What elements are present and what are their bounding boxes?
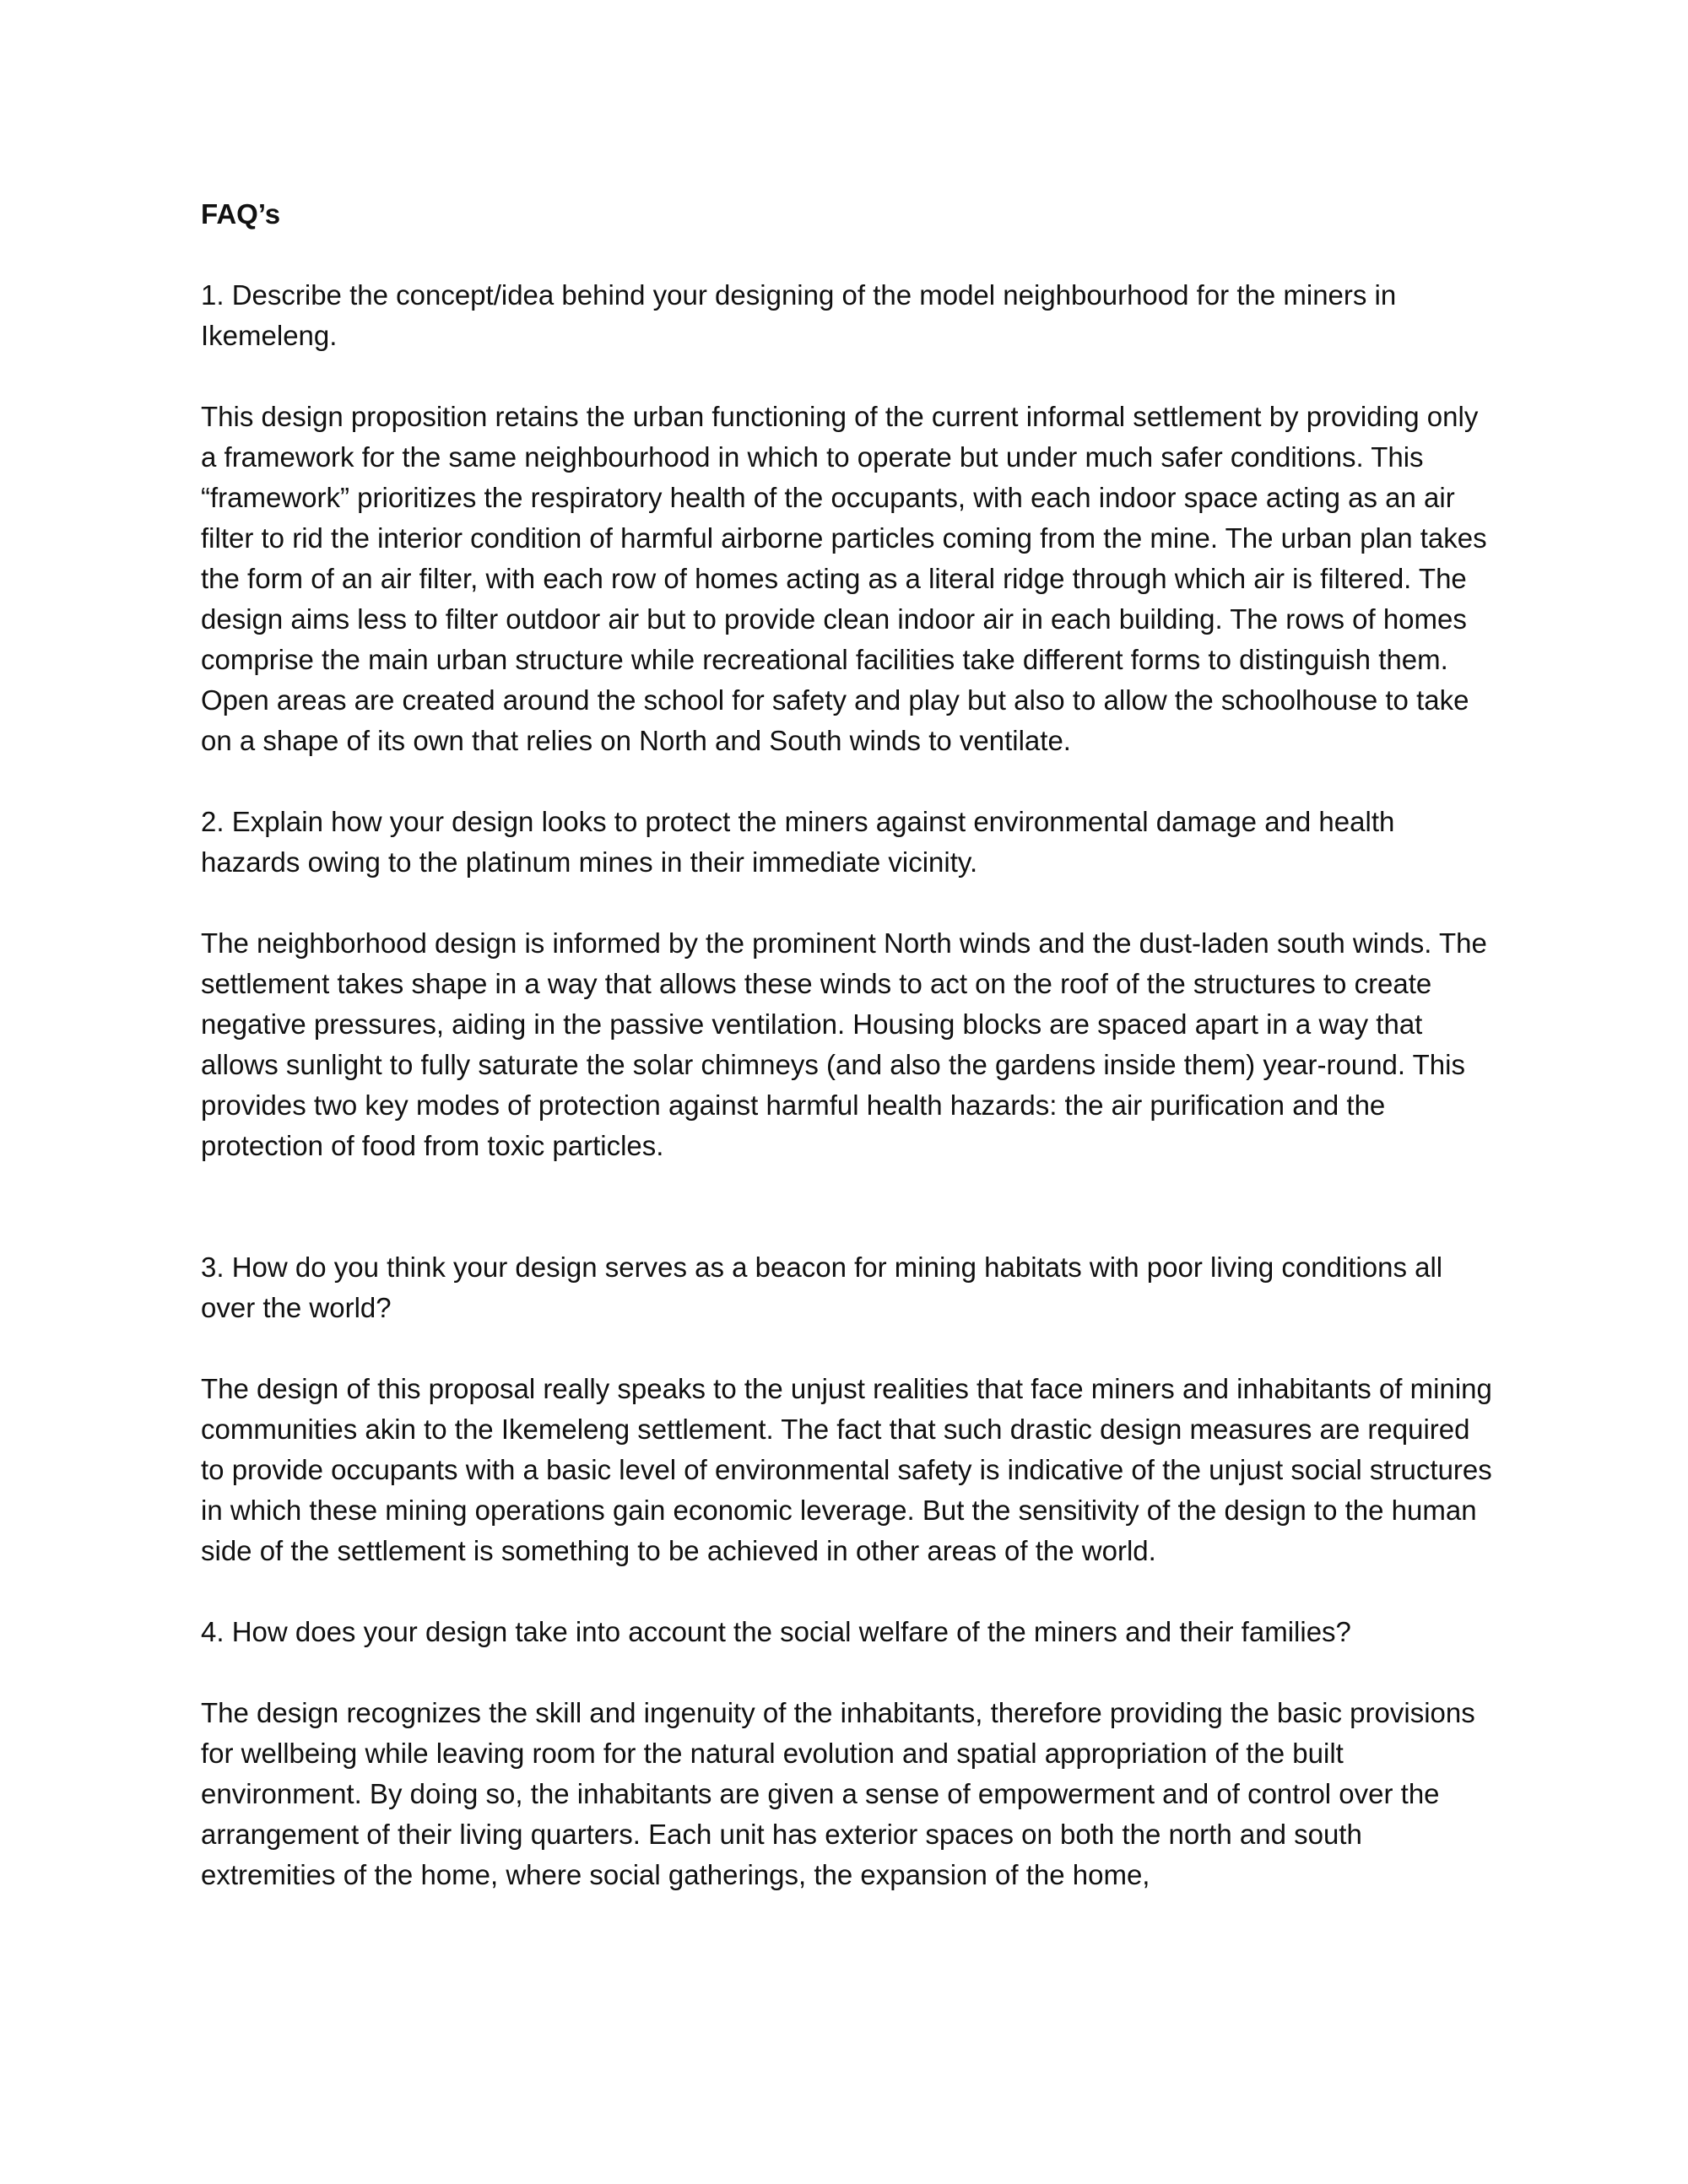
answer-1: This design proposition retains the urban functioning of the current informal settlement by providing only a framework for the same neighbourhood in which to operate but under much safer conditions. This “framework” prioritizes the respiratory health of the occupants, with each indoor space acting as an air filter to rid the interior condition of harmful airborne particles coming from the mine. The urban plan takes the form of an air filter, with each row of homes acting as a literal ridge through which air is filtered. The design aims less to filter outdoor air but to provide clean indoor air in each building. The rows of homes comprise the main urban structure while recreational facilities take different forms to distinguish them. Open areas are created around the school for safety and play but also to allow the schoolhouse to take on a shape of its own that relies on North and South winds to ventilate.	[201, 401, 1487, 756]
answer-4: The design recognizes the skill and ingenuity of the inhabitants, therefore providing the basic provisions for wellbeing while leaving room for the natural evolution and spatial appropriation of the built environment. By doing so, the inhabitants are given a sense of empowerment and of control over the arrangement of their living quarters. Each unit has exterior spaces on both the north and south extremities of the home, where social gatherings, the expansion of the home,	[201, 1697, 1475, 1890]
question-3: 3. How do you think your design serves as a beacon for mining habitats with poor living conditions all over the world?	[201, 1251, 1443, 1323]
document-body	[201, 194, 1501, 1936]
question-2: 2. Explain how your design looks to protect the miners against environmental damage and health hazards owing to the platinum mines in their immediate vicinity.	[201, 806, 1395, 878]
question-4: 4. How does your design take into account the social welfare of the miners and their families?	[201, 1616, 1351, 1647]
question-1: 1. Describe the concept/idea behind your designing of the model neighbourhood for the miners in Ikemeleng.	[201, 279, 1397, 351]
document-title: FAQ’s	[201, 198, 281, 230]
answer-3: The design of this proposal really speaks to the unjust realities that face miners and inhabitants of mining communities akin to the Ikemeleng settlement. The fact that such drastic design measures are required to provide occupants with a basic level of environmental safety is indicative of the unjust social structures in which these mining operations gain economic leverage. But the sensitivity of the design to the human side of the settlement is something to be achieved in other areas of the world.	[201, 1373, 1492, 1566]
answer-2: The neighborhood design is informed by the prominent North winds and the dust-laden south winds. The settlement takes shape in a way that allows these winds to act on the roof of the structures to create negative pressures, aiding in the passive ventilation. Housing blocks are spaced apart in a way that allows sunlight to fully saturate the solar chimneys (and also the gardens inside them) year-round. This provides two key modes of protection against harmful health hazards: the air purification and the protection of food from toxic particles.	[201, 927, 1487, 1161]
